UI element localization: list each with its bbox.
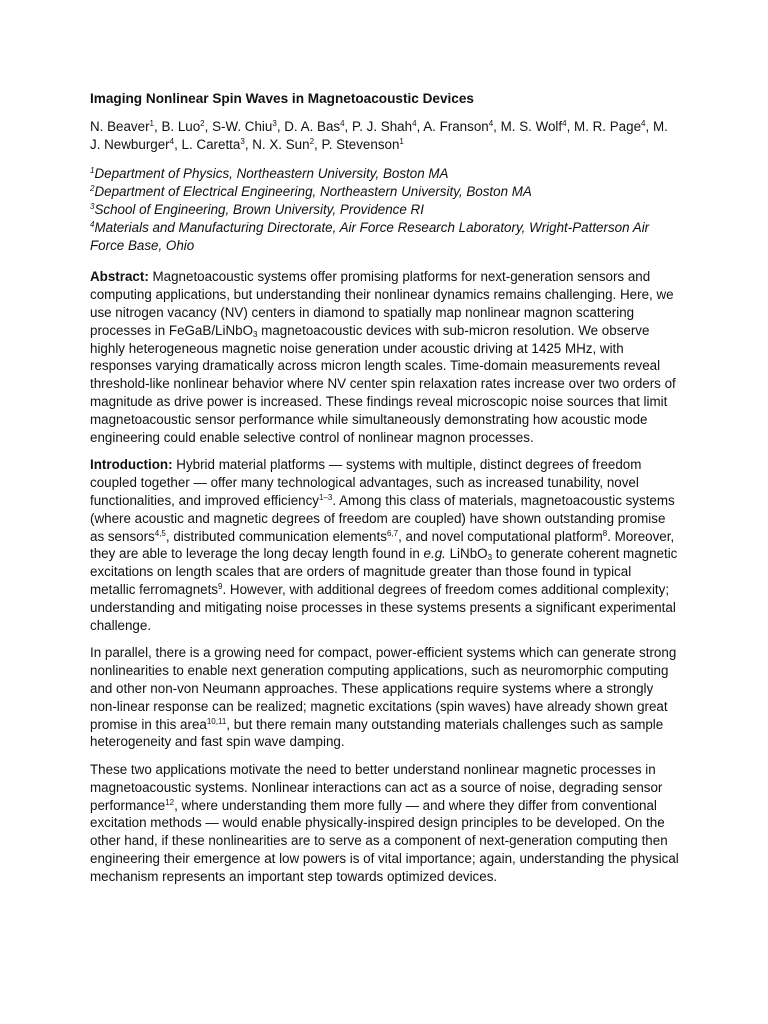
affiliation: $^2$Department of Electrical Engineering, Northeastern University, Boston MA xyxy=(90,184,532,200)
affiliation: $^4$Materials and Manufacturing Directorate, Air Force Research Laboratory, Wright-Patterson Air Force Base, Ohio xyxy=(90,219,650,253)
affiliation: $^1$Department of Physics, Northeastern University, Boston MA xyxy=(90,166,449,182)
author: M. S. Wolf$^4$ xyxy=(500,118,567,134)
author: L. Caretta$^3$ xyxy=(181,136,245,152)
abstract-paragraph: Abstract: Magnetoacoustic systems offer promising platforms for next-generation sensors and computing applications, but understanding their nonlinear dynamics remains challenging. Here, we use nitrogen vacancy (NV) centers in diamond to spatially map nonlinear magnon scattering processes in FeGaB/LiNbO$_3$ magnetoacoustic devices with sub-micron resolution. We observe highly heterogeneous magnetic noise generation under acoustic driving at 1425 MHz, with responses varying dramatically across micron length scales. Time-domain measurements reveal threshold-like nonlinear behavior where NV center spin relaxation rates increase over two orders of magnitude as drive power is increased. These findings reveal microscopic noise sources that limit magnetoacoustic sensor performance while simultaneously demonstrating how acoustic mode engineering could enable selective control of nonlinear magnon processes. xyxy=(90,269,676,445)
citation: 4,5 xyxy=(154,528,166,538)
author: M. J. Newburger$^4$ xyxy=(90,118,668,152)
author: A. Franson$^4$ xyxy=(423,118,494,134)
citation: 9 xyxy=(218,581,223,591)
citation: 1–3 xyxy=(319,492,333,502)
author: P. J. Shah$^4$ xyxy=(352,118,417,134)
author: N. X. Sun$^2$ xyxy=(252,136,315,152)
body-paragraph-3: These two applications motivate the need to better understand nonlinear magnetic processes in magnetoacoustic systems. Nonlinear interactions can act as a source of noise, degrading sensor performance$^{12}$, where understanding them more fully — and where they differ from conventional excitation methods — would enable physically-inspired design principles to be developed. On the other hand, if these nonlinearities are to serve as a component of next-generation computing then engineering their emergence at low powers is of vital importance; again, understanding the physical mechanism represents an important step towards optimized devices. xyxy=(90,762,679,884)
author: M. R. Page$^4$ xyxy=(574,118,646,134)
introduction-paragraph: Introduction: Hybrid material platforms — systems with multiple, distinct degrees of freedom coupled together — offer many technological advantages, such as increased tunability, novel functionalities, and improved efficiency$^{1-3}$. Among this class of materials, magnetoacoustic systems (where acoustic and magnetic degrees of freedom are coupled) have shown outstanding promise as sensors$^{4,5}$, distributed communication elements$^{6,7}$, and novel computational platform$^8$. Moreover, they are able to leverage the long decay length found in e.g. LiNbO$_3$ to generate coherent magnetic excitations on length scales that are orders of magnitude greater than those found in typical metallic ferromagnets$^9$. However, with additional degrees of freedom comes additional complexity; understanding and mitigating noise processes in these systems presents a significant experimental challenge. xyxy=(90,457,678,633)
citation: 10,11 xyxy=(206,716,227,726)
author: P. Stevenson$^1$ xyxy=(321,136,404,152)
citation: 12 xyxy=(165,797,175,807)
author: N. Beaver$^1$ xyxy=(90,118,154,134)
affiliation: $^3$School of Engineering, Brown University, Providence RI xyxy=(90,201,424,217)
introduction-label: Introduction: xyxy=(90,457,173,473)
paper-page xyxy=(90,90,680,896)
author: B. Luo$^2$ xyxy=(161,118,205,134)
body-paragraph-2: In parallel, there is a growing need for compact, power-efficient systems which can generate strong nonlinearities to enable next generation computing applications, such as neuromorphic computing and other non-von Neumann approaches. These applications require systems where a strongly non-linear response can be realized; magnetic excitations (spin waves) have already shown great promise in this area$^{10,11}$, but there remain many outstanding materials challenges such as sample heterogeneity and fast spin wave damping. xyxy=(90,645,677,750)
paper-title: Imaging Nonlinear Spin Waves in Magnetoacoustic Devices xyxy=(90,91,474,106)
author-list: N. Beaver$^1$, B. Luo$^2$, S-W. Chiu$^3$, D. A. Bas$^4$, P. J. Shah$^4$, A. Franson$^4$, M. S. Wolf$^4$, M. R. Page$^4$, M. J. Newburger$^4$, L. Caretta$^3$, N. X. Sun$^2$, P. Stevenson$^1$ xyxy=(90,118,668,152)
author: S-W. Chiu$^3$ xyxy=(212,118,277,134)
abstract-label: Abstract: xyxy=(90,269,149,285)
author: D. A. Bas$^4$ xyxy=(284,118,345,134)
citation: 8 xyxy=(602,528,608,538)
citation: 6,7 xyxy=(386,528,399,538)
affiliation-list xyxy=(90,165,680,254)
